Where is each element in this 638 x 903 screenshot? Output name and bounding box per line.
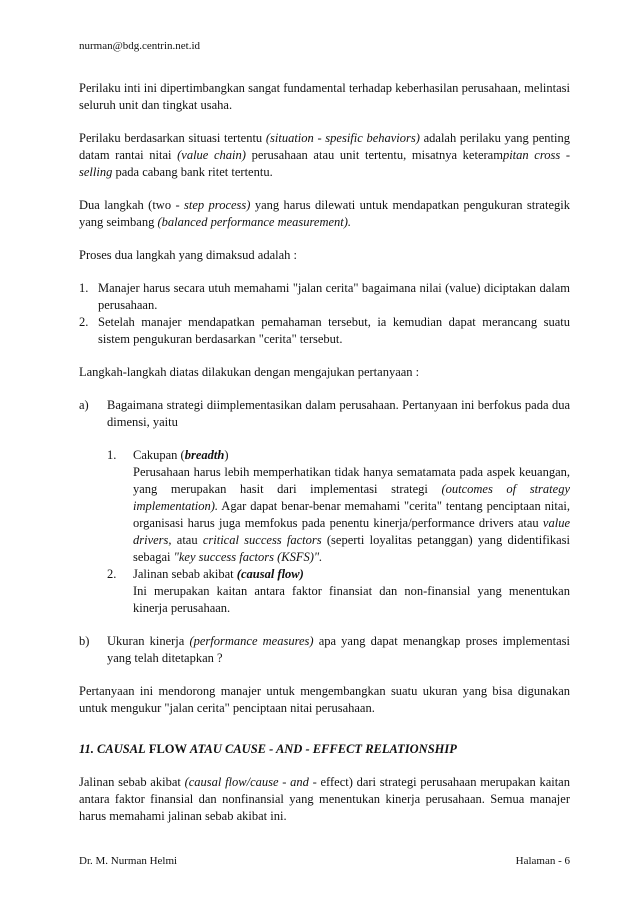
text-run: Perusahaan harus lebih memperhatikan tidak hanya sematamata pada aspek keuangan, yang merupakan hasit dari implementasi strategi xyxy=(133,465,570,496)
italic-run: (value chain) xyxy=(177,148,246,162)
section-text xyxy=(107,633,570,667)
italic-run: step process) xyxy=(184,198,251,212)
italic-run: breadth xyxy=(184,448,225,462)
italic-run: critical success factors xyxy=(202,533,322,547)
sub-body xyxy=(133,464,570,566)
text-run: FLOW xyxy=(145,742,190,756)
paragraph-3 xyxy=(79,197,570,231)
italic-run: (causal flow) xyxy=(236,567,304,581)
list-item xyxy=(79,280,570,314)
text-run: atau xyxy=(171,533,203,547)
text-run: Jalinan sebab akibat xyxy=(133,567,237,581)
text-run: apa yang dapat menangkap proses implementasi yang telah ditetapkan ? xyxy=(107,634,570,665)
document-body xyxy=(79,80,570,841)
paragraph-1: Perilaku inti ini dipertimbangkan sangat fundamental terhadap keberhasilan perusahaan, melintasi seluruh unit dan tingkat usaha. xyxy=(79,81,570,112)
italic-run: value drivers, xyxy=(133,516,570,547)
text-run: ) xyxy=(224,448,229,462)
text-run: perusahaan atau unit tertentu, misatnya keteram xyxy=(245,148,503,162)
sub-title xyxy=(133,566,570,583)
text-run: adalah perilaku yang penting datam rantai nitai xyxy=(79,131,570,162)
section-a xyxy=(79,397,570,617)
list-number: 1. xyxy=(79,281,89,295)
italic-run: (situation - spesific behaviors) xyxy=(265,131,420,145)
sub-item-causal-flow xyxy=(107,566,570,617)
footer-author: Dr. M. Nurman Helmi xyxy=(79,855,178,867)
italic-run: ATAU CAUSE - AND - EFFECT RELATIONSHIP xyxy=(189,742,457,756)
header-email: nurman@bdg.centrin.net.id xyxy=(79,40,201,52)
sub-body: Ini merupakan kaitan antara faktor finansiat dan non-finansial yang menentukan kinerja perusahaan. xyxy=(133,584,570,615)
section-text: Bagaimana strategi diimplementasikan dalam perusahaan. Pertanyaan ini berfokus pada dua dimensi, yaitu xyxy=(107,398,570,429)
list-number: 2. xyxy=(79,315,89,329)
text-run: effect) dari strategi perusahaan merupakan kaitan antara faktor finansial dan nonfinansial yang menentukan kinerja perusahaan. Semua manajer harus memahami jalinan sebab akibat ini. xyxy=(79,775,570,823)
italic-run: pitan cross - selling xyxy=(79,148,570,179)
list-text: Manajer harus secara utuh memahami "jalan cerita" bagaimana nilai (value) diciptakan dalam perusahaan. xyxy=(98,281,570,312)
text-run: Cakupan ( xyxy=(133,448,185,462)
paragraph-5: Langkah-langkah diatas dilakukan dengan mengajukan pertanyaan : xyxy=(79,365,420,379)
paragraph-4: Proses dua langkah yang dimaksud adalah : xyxy=(79,248,298,262)
italic-run: (balanced performance measurement). xyxy=(157,215,352,229)
italic-run: (outcomes of strategy implementation). xyxy=(133,482,570,513)
footer-page-number: Halaman - 6 xyxy=(515,855,570,867)
sub-number: 1. xyxy=(107,448,117,462)
section-b xyxy=(79,633,570,667)
section-marker: a) xyxy=(79,398,89,412)
paragraph-7 xyxy=(79,774,570,825)
text-run: pada cabang bank ritet tertentu. xyxy=(112,165,273,179)
paragraph-2 xyxy=(79,130,570,181)
paragraph-6: Pertanyaan ini mendorong manajer untuk mengembangkan suatu ukuran yang bisa digunakan untuk mengukur "jalan cerita" penciptaan nitai perusahaan. xyxy=(79,684,570,715)
text-run: Dua langkah (two - xyxy=(79,198,185,212)
text-run: Ukuran kinerja xyxy=(107,634,190,648)
steps-list xyxy=(79,280,570,348)
text-run: Agar dapat benar-benar memahami "cerita" tentang penciptaan nitai, organisasi harus juga memfokus pada penentu kinerja/performance drivers atau xyxy=(133,499,570,530)
italic-run: (causal flow/cause - and - xyxy=(184,775,317,789)
list-text: Setelah manajer mendapatkan pemahaman tersebut, ia kemudian dapat merancang suatu sistem pengukuran berdasarkan "cerita" tersebut. xyxy=(98,315,570,346)
italic-run: 11. CAUSAL xyxy=(79,742,146,756)
sub-title xyxy=(133,447,570,464)
text-run: Jalinan sebab akibat xyxy=(79,775,185,789)
sub-item-breadth xyxy=(107,447,570,566)
text-run: yang harus dilewati untuk mendapatkan pengukuran strategik yang seimbang xyxy=(79,198,570,229)
list-item xyxy=(79,314,570,348)
italic-run: "key success factors (KSFS)". xyxy=(173,550,323,564)
italic-run: (performance measures) xyxy=(189,634,314,648)
text-run: Perilaku berdasarkan situasi tertentu xyxy=(79,131,266,145)
text-run: (seperti loyalitas petanggan) yang didentifikasi sebagai xyxy=(133,533,570,564)
section-marker: b) xyxy=(79,634,90,648)
sub-number: 2. xyxy=(107,567,117,581)
section-heading xyxy=(79,741,570,758)
